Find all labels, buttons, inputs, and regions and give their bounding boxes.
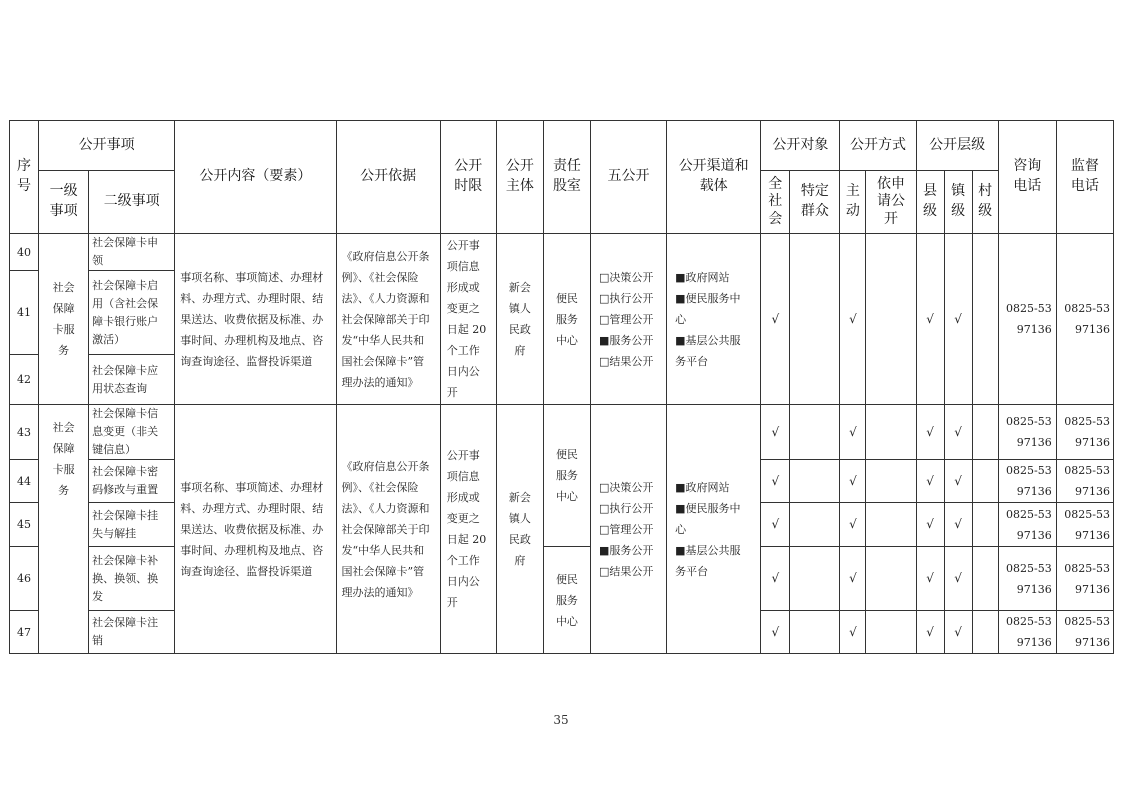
header-seq: 序 号: [10, 121, 39, 234]
check-mark: √: [840, 503, 866, 547]
table-body: [10, 234, 1114, 654]
header-method-active: 主 动: [840, 171, 866, 234]
check-mark: √: [944, 503, 972, 547]
header-consult: 咨询 电话: [998, 121, 1056, 234]
consult-phone: 0825-53 97136: [998, 460, 1056, 503]
check-mark: √: [944, 611, 972, 654]
content-cell: 事项名称、事项简述、办理材料、办理方式、办理时限、结果送达、收费依据及标准、办事时间、办理机构及地点、咨询查询途径、监督投诉渠道: [175, 234, 336, 405]
supervise-phone: 0825-53 97136: [1056, 503, 1113, 547]
check-mark: √: [840, 611, 866, 654]
row-number: 40: [10, 234, 39, 271]
empty-cell: [866, 405, 916, 460]
supervise-phone: 0825-53 97136: [1056, 460, 1113, 503]
check-mark: √: [761, 611, 790, 654]
level2-item: 社会保障卡密 码修改与重置: [89, 460, 175, 503]
check-mark: √: [916, 503, 944, 547]
basis-cell: 《政府信息公开条例》、《社会保险法》、《人力资源和社会保障部关于印发“中华人民共和国社会保障卡”管理办法的通知》: [336, 234, 440, 405]
header-channel: 公开渠道和 载体: [667, 121, 761, 234]
header-lvl-village: 村 级: [972, 171, 998, 234]
table-header: [10, 121, 1114, 234]
header-obj-all: 全 社 会: [761, 171, 790, 234]
empty-cell: [972, 460, 998, 503]
level1-item: 社会 保障 卡服 务: [39, 405, 89, 654]
check-mark: √: [916, 611, 944, 654]
empty-cell: [866, 503, 916, 547]
header-supervise: 监督 电话: [1056, 121, 1113, 234]
header-lvl-county: 县 级: [916, 171, 944, 234]
check-mark: √: [916, 405, 944, 460]
check-mark: √: [840, 234, 866, 405]
table-row: [10, 405, 1114, 460]
header-time-limit: 公开 时限: [440, 121, 496, 234]
supervise-phone: 0825-53 97136: [1056, 547, 1113, 611]
row-number: 47: [10, 611, 39, 654]
row-number: 46: [10, 547, 39, 611]
dept-cell: 便民 服务 中心: [543, 234, 590, 405]
level2-item: 社会保障卡注 销: [89, 611, 175, 654]
check-mark: √: [916, 547, 944, 611]
disclosure-table: [9, 120, 1114, 654]
channel-cell: ■政府网站 ■便民服务中 心 ■基层公共服 务平台: [667, 234, 761, 405]
empty-cell: [790, 503, 840, 547]
level2-item: 社会保障卡补 换、换领、换 发: [89, 547, 175, 611]
check-mark: √: [761, 503, 790, 547]
level2-item: 社会保障卡启 用（含社会保 障卡银行账户 激活）: [89, 271, 175, 355]
header-level2: 二级事项: [89, 171, 175, 234]
time-limit-cell: 公开事 项信息 形成或 变更之 日起 20 个工作 日内公 开: [440, 234, 496, 405]
check-mark: √: [761, 234, 790, 405]
supervise-phone: 0825-53 97136: [1056, 234, 1113, 405]
header-level-group: 公开层级: [916, 121, 998, 171]
check-mark: √: [944, 234, 972, 405]
row-number: 42: [10, 355, 39, 405]
empty-cell: [866, 611, 916, 654]
empty-cell: [866, 460, 916, 503]
five-open-cell: □决策公开 □执行公开 □管理公开 ■服务公开 □结果公开: [590, 234, 666, 405]
header-subject: 公开 主体: [496, 121, 543, 234]
level2-item: 社会保障卡挂 失与解挂: [89, 503, 175, 547]
page-number: 35: [553, 713, 569, 727]
consult-phone: 0825-53 97136: [998, 547, 1056, 611]
check-mark: √: [944, 547, 972, 611]
subject-cell: 新会 镇人 民政 府: [496, 234, 543, 405]
header-method-apply: 依申 请公 开: [866, 171, 916, 234]
check-mark: √: [916, 234, 944, 405]
consult-phone: 0825-53 97136: [998, 234, 1056, 405]
consult-phone: 0825-53 97136: [998, 405, 1056, 460]
dept-cell: 便民 服务 中心: [543, 405, 590, 547]
header-method-group: 公开方式: [840, 121, 916, 171]
header-lvl-town: 镇 级: [944, 171, 972, 234]
channel-cell: ■政府网站 ■便民服务中 心 ■基层公共服 务平台: [667, 405, 761, 654]
empty-cell: [972, 503, 998, 547]
empty-cell: [972, 234, 998, 405]
dept-cell: 便民 服务 中心: [543, 547, 590, 654]
row-number: 45: [10, 503, 39, 547]
empty-cell: [790, 234, 840, 405]
supervise-phone: 0825-53 97136: [1056, 611, 1113, 654]
table-row: [10, 234, 1114, 271]
empty-cell: [972, 547, 998, 611]
time-limit-cell: 公开事 项信息 形成或 变更之 日起 20 个工作 日内公 开: [440, 405, 496, 654]
empty-cell: [866, 547, 916, 611]
empty-cell: [790, 611, 840, 654]
consult-phone: 0825-53 97136: [998, 503, 1056, 547]
check-mark: √: [944, 405, 972, 460]
header-content: 公开内容（要素）: [175, 121, 336, 234]
supervise-phone: 0825-53 97136: [1056, 405, 1113, 460]
row-number: 43: [10, 405, 39, 460]
row-number: 41: [10, 271, 39, 355]
header-basis: 公开依据: [336, 121, 440, 234]
check-mark: √: [944, 460, 972, 503]
empty-cell: [790, 405, 840, 460]
level2-item: 社会保障卡应 用状态查询: [89, 355, 175, 405]
consult-phone: 0825-53 97136: [998, 611, 1056, 654]
empty-cell: [866, 234, 916, 405]
empty-cell: [790, 460, 840, 503]
header-dept: 责任 股室: [543, 121, 590, 234]
subject-cell: 新会 镇人 民政 府: [496, 405, 543, 654]
check-mark: √: [840, 460, 866, 503]
row-number: 44: [10, 460, 39, 503]
empty-cell: [790, 547, 840, 611]
empty-cell: [972, 405, 998, 460]
header-level1: 一级 事项: [39, 171, 89, 234]
level1-item: 社会 保障 卡服 务: [39, 234, 89, 405]
check-mark: √: [761, 547, 790, 611]
header-five-open: 五公开: [590, 121, 666, 234]
check-mark: √: [840, 547, 866, 611]
header-item-group: 公开事项: [39, 121, 175, 171]
check-mark: √: [761, 405, 790, 460]
check-mark: √: [761, 460, 790, 503]
content-cell: 事项名称、事项简述、办理材料、办理方式、办理时限、结果送达、收费依据及标准、办事时间、办理机构及地点、咨询查询途径、监督投诉渠道: [175, 405, 336, 654]
header-object-group: 公开对象: [761, 121, 840, 171]
header-obj-specific: 特定 群众: [790, 171, 840, 234]
check-mark: √: [916, 460, 944, 503]
level2-item: 社会保障卡信 息变更（非关 键信息）: [89, 405, 175, 460]
five-open-cell: □决策公开 □执行公开 □管理公开 ■服务公开 □结果公开: [590, 405, 666, 654]
check-mark: √: [840, 405, 866, 460]
level2-item: 社会保障卡申 领: [89, 234, 175, 271]
empty-cell: [972, 611, 998, 654]
basis-cell: 《政府信息公开条例》、《社会保险法》、《人力资源和社会保障部关于印发“中华人民共和国社会保障卡”管理办法的通知》: [336, 405, 440, 654]
